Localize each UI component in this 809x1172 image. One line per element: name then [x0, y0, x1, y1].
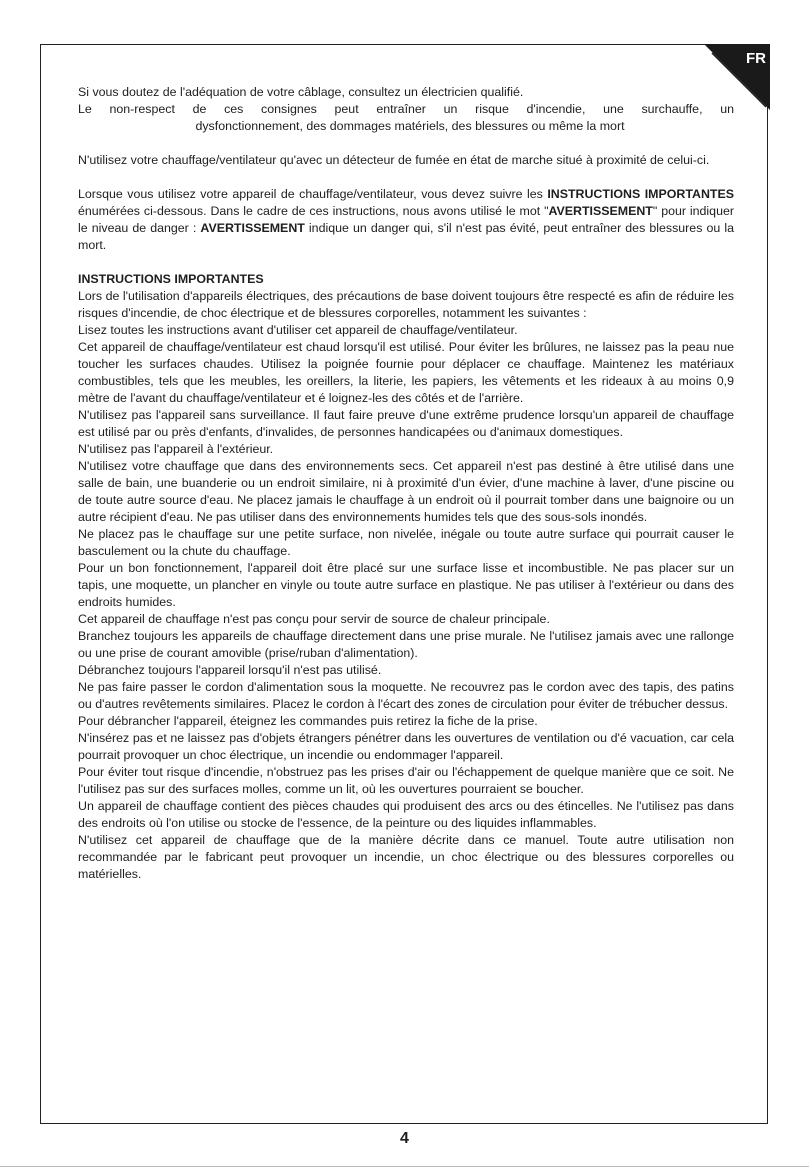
instruction-item: Pour éviter tout risque d'incendie, n'obstruez pas les prises d'air ou l'échappement de quelque manière que ce soit. Ne l'utilisez pas sur des surfaces molles, comme un lit, où les ouvertures pourraient se boucher. [78, 765, 734, 796]
instruction-item: Branchez toujours les appareils de chauffage directement dans une prise murale. Ne l'utilisez jamais avec une rallonge ou une prise de courant amovible (prise/ruban d'alimentation). [78, 629, 734, 660]
warning-text-1: Lorsque vous utilisez votre appareil de chauffage/ventilateur, vous devez suivre les [78, 187, 548, 201]
warning-bold-instructions: INSTRUCTIONS IMPORTANTES [547, 187, 734, 201]
instruction-item: Ne placez pas le chauffage sur une petite surface, non nivelée, inégale ou toute autre surface qui pourrait causer le basculement ou la chute du chauffage. [78, 527, 734, 558]
intro-line-1: Si vous doutez de l'adéquation de votre câblage, consultez un électricien qualifié. [78, 85, 524, 99]
warning-bold-avertissement-1: AVERTISSEMENT [548, 204, 653, 218]
warning-text-4: indique un danger qui, s'il n'est pas évité, peut entraîner des blessures ou la mort. [78, 221, 734, 252]
instruction-item: N'utilisez pas l'appareil sans surveillance. Il faut faire preuve d'une extrême prudence lorsqu'un appareil de chauffage est utilisé par ou près d'enfants, d'invalides, de personnes handicapées ou d'animaux domestiques. [78, 408, 734, 439]
smoke-detector-paragraph: N'utilisez votre chauffage/ventilateur qu'avec un détecteur de fumée en état de marche situé à proximité de celui-ci. [78, 153, 710, 167]
instruction-item: Ne pas faire passer le cordon d'alimentation sous la moquette. Ne recouvrez pas le cordon avec des tapis, des patins ou d'autres revêtements similaires. Placez le cordon à l'écart des zones de circulation pour éviter de trébucher dessus. [78, 680, 734, 711]
intro-line-3: dysfonctionnement, des dommages matériels, des blessures ou même la mort [195, 119, 625, 133]
language-badge: FR [746, 50, 766, 67]
instruction-item: N'utilisez pas l'appareil à l'extérieur. [78, 442, 274, 456]
bottom-rule [0, 1166, 809, 1167]
instruction-item: N'utilisez votre chauffage que dans des environnements secs. Cet appareil n'est pas destiné à être utilisé dans une salle de bain, une buanderie ou un endroit similaire, ni à proximité d'un évier, d'une machine à laver, d'une piscine ou de toute autre source d'eau. Ne placez jamais le chauffage à un endroit où il pourrait tomber dans une baignoire ou un autre récipient d'eau. Ne pas utiliser dans des environnements humides tels que des sous-sols inondés. [78, 459, 734, 524]
document-body [78, 84, 734, 883]
instruction-item: N'utilisez cet appareil de chauffage que de la manière décrite dans ce manuel. Toute autre utilisation non recommandée par le fabricant peut provoquer un incendie, un choc électrique ou des blessures corporelles ou matérielles. [78, 833, 734, 881]
instruction-item: Cet appareil de chauffage/ventilateur est chaud lorsqu'il est utilisé. Pour éviter les brûlures, ne laissez pas la peau nue toucher les surfaces chaudes. Utilisez la poignée fournie pour déplacer ce chauffage. Maintenez les matériaux combustibles, tels que les meubles, les oreillers, la literie, les papiers, les vêtements et les rideaux à au moins 0,9 mètre de l'avant du chauffage/ventilateur et é loignez-les des côtés et de l'arrière. [78, 340, 734, 405]
instruction-item: Un appareil de chauffage contient des pièces chaudes qui produisent des arcs ou des étincelles. Ne l'utilisez pas dans des endroits où l'on utilise ou stocke de l'essence, de la peinture ou des liquides inflammables. [78, 799, 734, 830]
page-number: 4 [400, 1130, 409, 1147]
instruction-item: Cet appareil de chauffage n'est pas conçu pour servir de source de chaleur principale. [78, 612, 550, 626]
instruction-item: N'insérez pas et ne laissez pas d'objets étrangers pénétrer dans les ouvertures de ventilation ou d'é vacuation, car cela pourrait provoquer un choc électrique, un incendie ou endommager l'appareil. [78, 731, 734, 762]
warning-bold-avertissement-2: AVERTISSEMENT [200, 221, 305, 235]
warning-text-3: " pour indiquer le niveau de danger : [78, 204, 734, 235]
warning-paragraph [78, 186, 734, 254]
section-title: INSTRUCTIONS IMPORTANTES [78, 272, 264, 286]
instruction-item: Débranchez toujours l'appareil lorsqu'il n'est pas utilisé. [78, 663, 382, 677]
instruction-item: Pour un bon fonctionnement, l'appareil doit être placé sur une surface lisse et incombustible. Ne pas placer sur un tapis, une moquette, un plancher en vinyle ou toute autre surface en plastique. Ne pas utiliser à l'extérieur ou dans des endroits humides. [78, 561, 734, 609]
instruction-item: Lisez toutes les instructions avant d'utiliser cet appareil de chauffage/ventilateur. [78, 323, 518, 337]
instruction-item: Lors de l'utilisation d'appareils électriques, des précautions de base doivent toujours être respecté es afin de réduire les risques d'incendie, de choc électrique et de blessures corporelles, notamment les suivantes : [78, 289, 734, 320]
warning-text-2: énumérées ci-dessous. Dans le cadre de ces instructions, nous avons utilisé le mot " [78, 204, 549, 218]
intro-line-2: Le non-respect de ces consignes peut entraîner un risque d'incendie, une surchauffe, un [78, 102, 734, 116]
instruction-item: Pour débrancher l'appareil, éteignez les commandes puis retirez la fiche de la prise. [78, 714, 538, 728]
